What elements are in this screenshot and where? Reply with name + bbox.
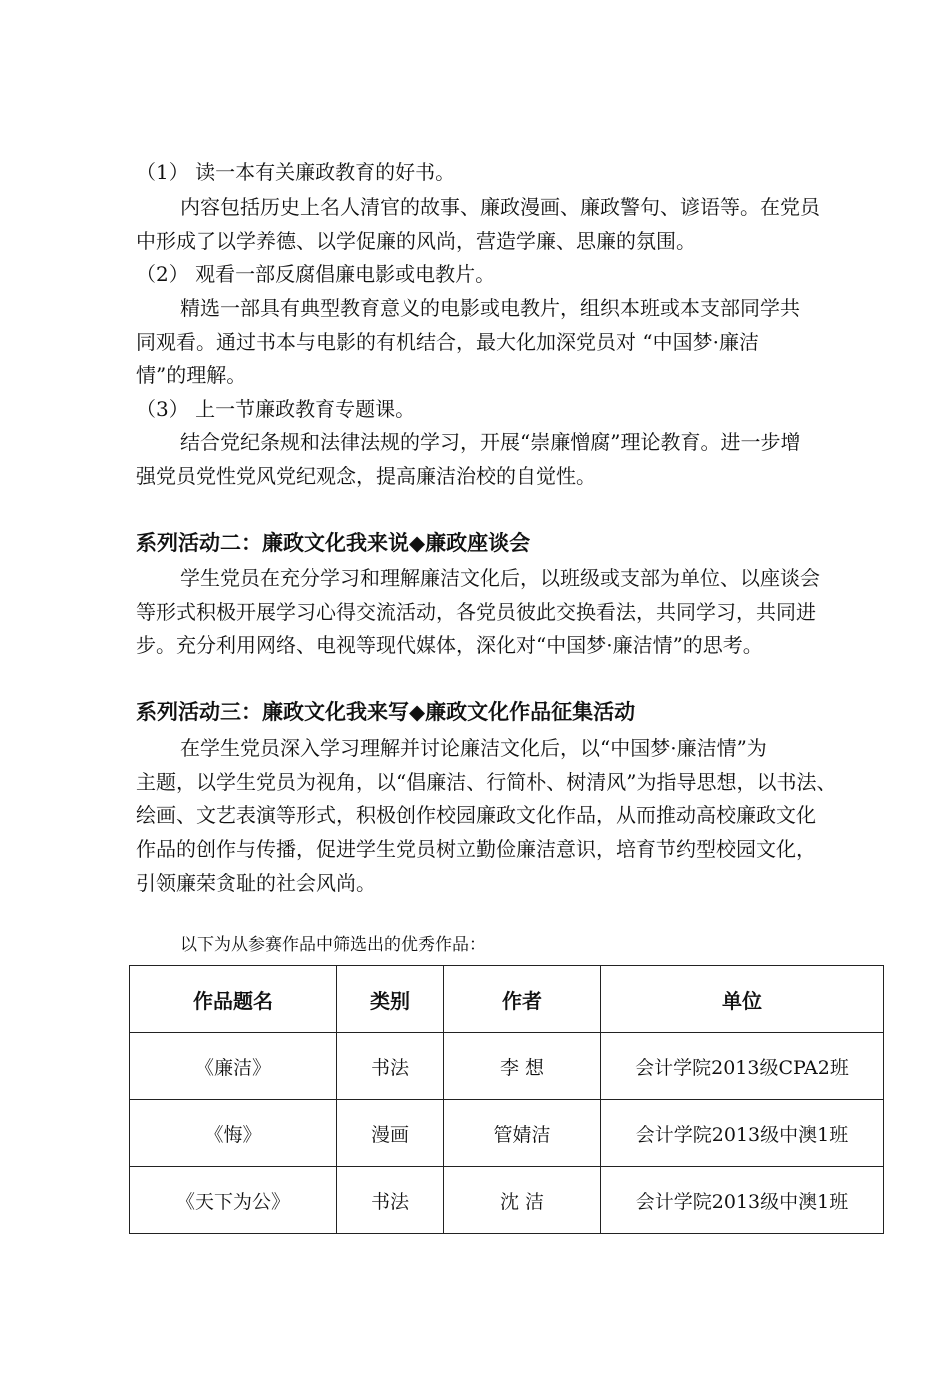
section-3-body-line: 绘画、文艺表演等形式，积极创作校园廉政文化作品，从而推动高校廉政文化 [136, 803, 816, 827]
table-header-row [130, 966, 884, 1033]
item-3-body-line: 结合党纪条规和法律法规的学习，开展“崇廉憎腐”理论教育。进一步增 [180, 430, 801, 454]
table-row [130, 1167, 884, 1234]
table-row [130, 1033, 884, 1100]
item-2-body-line: 精选一部具有典型教育意义的电影或电教片，组织本班或本支部同学共 [180, 296, 800, 320]
cell-unit: 会计学院2013级中澳1班 [601, 1100, 884, 1167]
cell-category: 书法 [337, 1167, 444, 1234]
section-2-body-line: 步。充分利用网络、电视等现代媒体，深化对“中国梦·廉洁情”的思考。 [136, 633, 763, 657]
cell-category: 书法 [337, 1033, 444, 1100]
item-2-title: （2） 观看一部反腐倡廉电影或电教片。 [136, 262, 496, 286]
header-author: 作者 [444, 966, 601, 1033]
header-unit: 单位 [601, 966, 884, 1033]
section-3-body-line: 在学生党员深入学习理解并讨论廉洁文化后，以“中国梦·廉洁情”为 [180, 736, 767, 760]
table-intro: 以下为从参赛作品中筛选出的优秀作品： [180, 935, 486, 955]
section-3-body-line: 作品的创作与传播，促进学生党员树立勤俭廉洁意识，培育节约型校园文化， [136, 837, 816, 861]
header-title: 作品题名 [130, 966, 337, 1033]
item-3-title: （3） 上一节廉政教育专题课。 [136, 397, 416, 421]
cell-title: 《廉洁》 [130, 1033, 337, 1100]
cell-unit: 会计学院2013级CPA2班 [601, 1033, 884, 1100]
section-2-heading: 系列活动二：廉政文化我来说◆廉政座谈会 [136, 530, 531, 555]
item-1-body-line: 中形成了以学养德、以学促廉的风尚，营造学廉、思廉的氛围。 [136, 229, 696, 253]
table-row [130, 1100, 884, 1167]
item-1-title: （1） 读一本有关廉政教育的好书。 [136, 160, 456, 184]
item-3-body-line: 强党员党性党风党纪观念，提高廉洁治校的自觉性。 [136, 464, 596, 488]
section-2-body-line: 等形式积极开展学习心得交流活动，各党员彼此交换看法，共同学习，共同进 [136, 600, 816, 624]
header-category: 类别 [337, 966, 444, 1033]
cell-category: 漫画 [337, 1100, 444, 1167]
item-1-body-line: 内容包括历史上名人清官的故事、廉政漫画、廉政警句、谚语等。在党员 [180, 195, 820, 219]
section-2-body-line: 学生党员在充分学习和理解廉洁文化后，以班级或支部为单位、以座谈会 [180, 566, 820, 590]
section-3-heading: 系列活动三：廉政文化我来写◆廉政文化作品征集活动 [136, 699, 636, 724]
section-3-body-line: 引领廉荣贪耻的社会风尚。 [136, 871, 376, 895]
cell-title: 《天下为公》 [130, 1167, 337, 1234]
cell-author: 李 想 [444, 1033, 601, 1100]
cell-author: 沈 洁 [444, 1167, 601, 1234]
item-2-body-line: 情”的理解。 [136, 363, 247, 387]
cell-title: 《悔》 [130, 1100, 337, 1167]
cell-unit: 会计学院2013级中澳1班 [601, 1167, 884, 1234]
section-3-body-line: 主题，以学生党员为视角，以“倡廉洁、行简朴、树清风”为指导思想，以书法、 [136, 770, 837, 794]
works-table [129, 965, 884, 1234]
item-2-body-line: 同观看。通过书本与电影的有机结合，最大化加深党员对 “中国梦·廉洁 [136, 330, 759, 354]
cell-author: 管婧洁 [444, 1100, 601, 1167]
